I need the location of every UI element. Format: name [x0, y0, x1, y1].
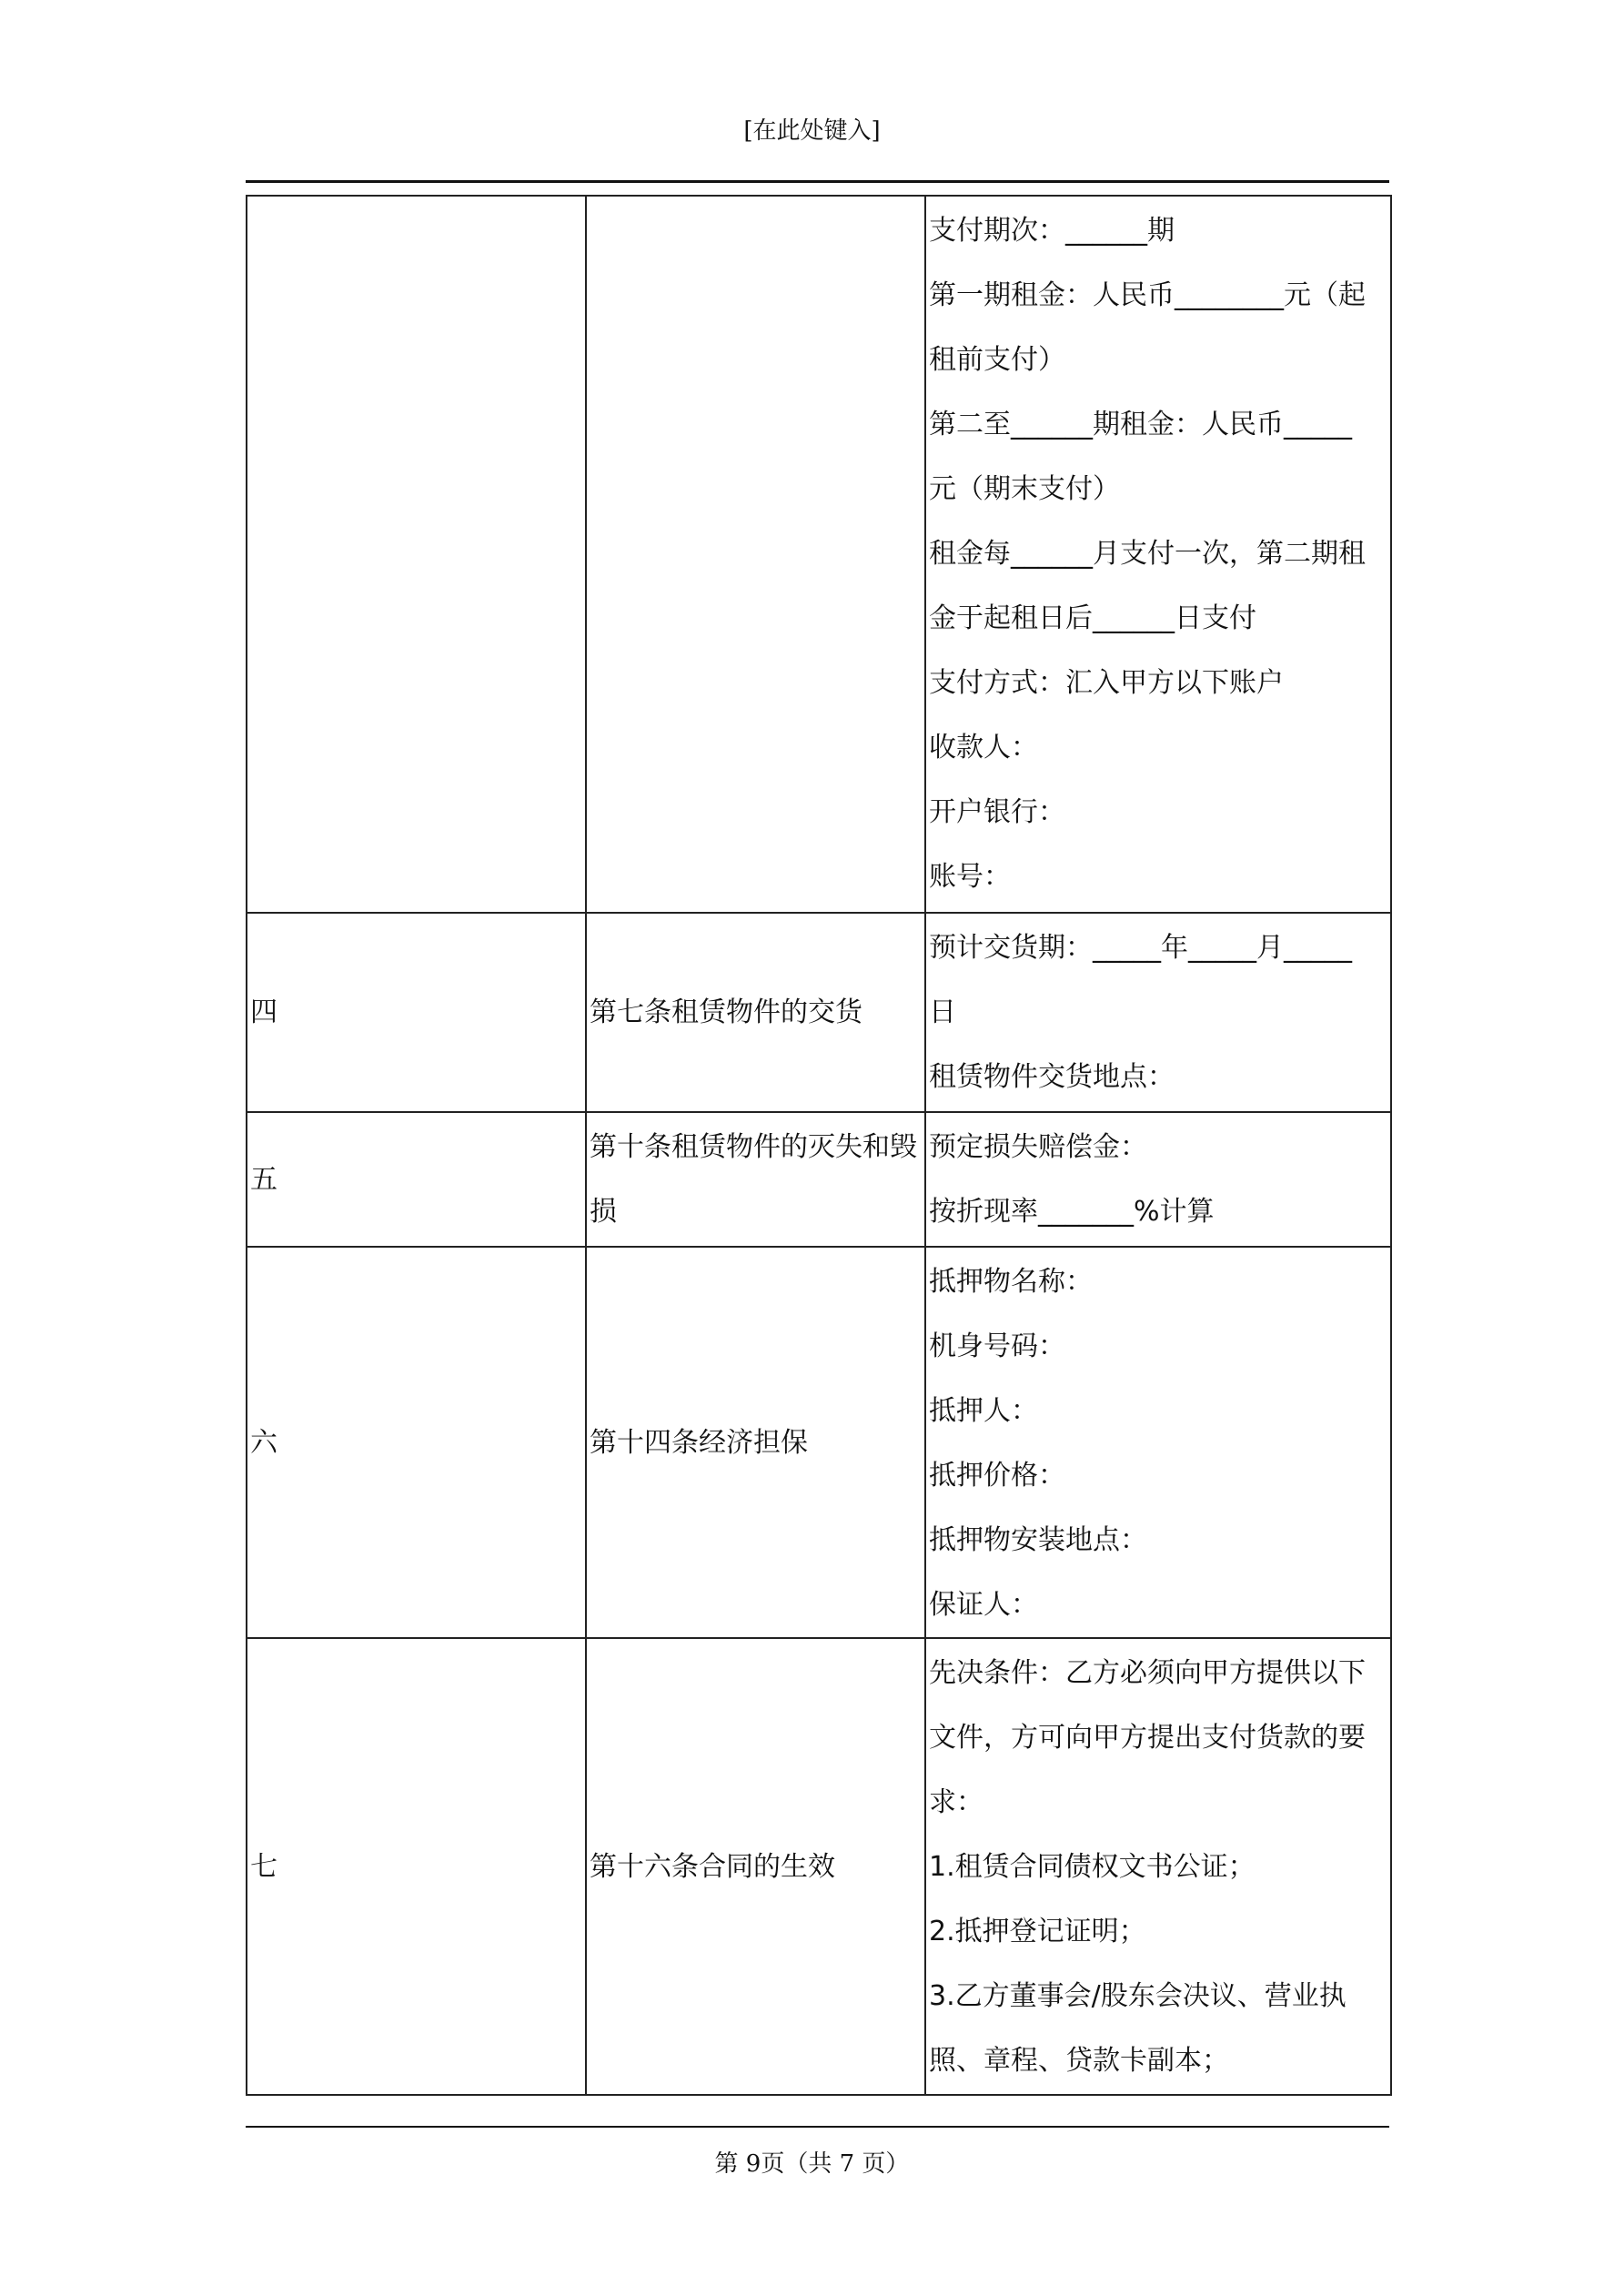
detail-line: 保证人：	[929, 1589, 1038, 1621]
detail-line: 预定损失赔偿金：	[929, 1131, 1147, 1163]
detail-line: 文件，方可向甲方提出支付货款的要	[929, 1722, 1366, 1754]
detail-line: 2.抵押登记证明；	[929, 1916, 1146, 1947]
detail-line: 租赁物件交货地点：	[929, 1061, 1175, 1093]
detail-line: 收款人：	[929, 732, 1038, 764]
detail-line: 3.乙方董事会/股东会决议、营业执	[929, 1980, 1347, 2012]
details-cell	[925, 196, 1391, 913]
detail-line: 日	[929, 996, 956, 1028]
clause-cell: 第七条租赁物件的交货	[586, 913, 925, 1112]
detail-line: 抵押价格：	[929, 1460, 1065, 1492]
detail-line: 1.租赁合同债权文书公证；	[929, 1851, 1256, 1883]
footer-divider	[246, 2126, 1389, 2128]
detail-line: 开户银行：	[929, 796, 1065, 828]
detail-line: 元（期末支付）	[929, 473, 1120, 505]
detail-line: 金于起租日后______日支付	[929, 602, 1256, 634]
detail-line: 抵押物名称：	[929, 1266, 1093, 1298]
contract-terms-table	[246, 195, 1392, 2096]
page-footer: 第 9页（共 7 页）	[714, 2150, 910, 2178]
table-row	[247, 1638, 1391, 2095]
clause-cell: 第十六条合同的生效	[586, 1638, 925, 2095]
detail-line: 租前支付）	[929, 344, 1065, 376]
table-row	[247, 913, 1391, 1112]
row-number-cell: 四	[247, 913, 586, 1112]
clause-cell	[586, 196, 925, 913]
header-divider	[246, 180, 1389, 183]
row-number-cell: 六	[247, 1247, 586, 1638]
detail-line: 照、章程、贷款卡副本；	[929, 2045, 1229, 2077]
clause-cell: 第十条租赁物件的灭失和毁损	[586, 1112, 925, 1247]
detail-line: 先决条件：乙方必须向甲方提供以下	[929, 1657, 1366, 1689]
table-row	[247, 1112, 1391, 1247]
detail-line: 抵押人：	[929, 1395, 1038, 1427]
detail-line: 求：	[929, 1786, 983, 1818]
detail-line: 机身号码：	[929, 1330, 1065, 1362]
table-row	[247, 196, 1391, 913]
detail-line: 支付期次：______期	[929, 215, 1175, 247]
detail-line: 抵押物安装地点：	[929, 1524, 1147, 1556]
table-row	[247, 1247, 1391, 1638]
detail-line: 账号：	[929, 861, 1011, 893]
clause-cell: 第十四条经济担保	[586, 1247, 925, 1638]
details-cell	[925, 913, 1391, 1112]
detail-line: 第一期租金：人民币________元（起	[929, 279, 1366, 311]
row-number-cell	[247, 196, 586, 913]
row-number-cell: 七	[247, 1638, 586, 2095]
details-cell	[925, 1112, 1391, 1247]
row-number-cell: 五	[247, 1112, 586, 1247]
details-cell	[925, 1638, 1391, 2095]
detail-line: 按折现率_______%计算	[929, 1196, 1215, 1228]
page-header: [在此处键入]	[743, 117, 881, 145]
detail-line: 预计交货期：_____年_____月_____	[929, 932, 1352, 964]
detail-line: 租金每______月支付一次，第二期租	[929, 538, 1366, 570]
detail-line: 第二至______期租金：人民币_____	[929, 409, 1352, 440]
details-cell	[925, 1247, 1391, 1638]
detail-line: 支付方式：汇入甲方以下账户	[929, 667, 1284, 699]
